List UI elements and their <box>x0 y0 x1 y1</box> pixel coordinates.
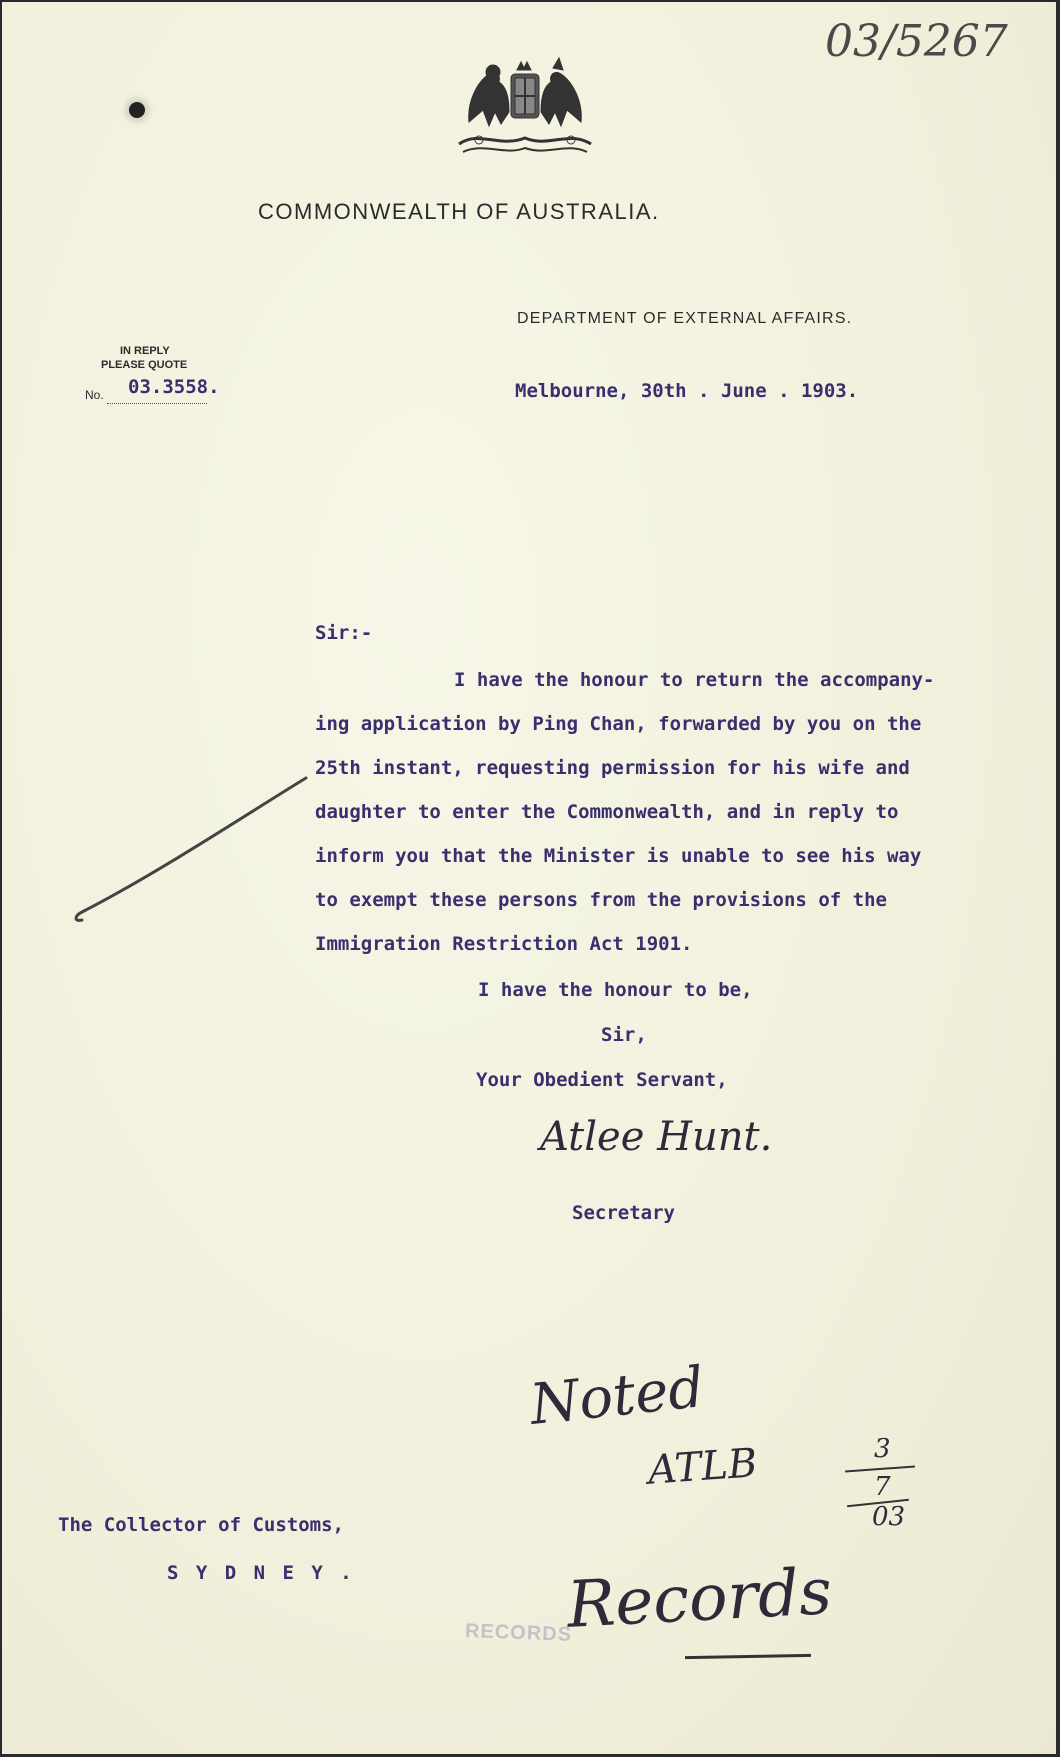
body-line: to exempt these persons from the provisions of the <box>315 889 887 911</box>
body-line: ing application by Ping Chan, forwarded by you on the <box>315 713 922 735</box>
records-underline <box>685 1654 811 1659</box>
dateline: Melbourne, 30th . June . 1903. <box>515 380 859 402</box>
file-number: 03/5267 <box>825 16 1008 67</box>
commonwealth-heading: COMMONWEALTH OF AUSTRALIA. <box>258 199 660 224</box>
body-line: 25th instant, requesting permission for his wife and <box>315 757 910 779</box>
body-line: I have the honour to return the accompany- <box>454 669 935 691</box>
no-label: No. <box>85 388 104 402</box>
please-quote-label: PLEASE QUOTE <box>101 359 188 371</box>
reference-number: 03.3558. <box>128 376 220 398</box>
addressee-line: The Collector of Customs, <box>58 1514 344 1536</box>
closing-line: I have the honour to be, <box>478 979 753 1001</box>
body-line: Immigration Restriction Act 1901. <box>315 933 693 955</box>
records-stamp: RECORDS <box>464 1620 573 1646</box>
initials-annotation: ATLB <box>646 1440 759 1494</box>
noted-annotation: Noted <box>527 1355 708 1438</box>
coat-of-arms-icon <box>449 52 599 162</box>
in-reply-label: IN REPLY <box>120 345 170 357</box>
pencil-mark-icon <box>70 772 310 932</box>
reference-underline <box>107 403 207 404</box>
body-line: inform you that the Minister is unable to see his way <box>315 845 922 867</box>
date-numerator: 3 <box>874 1434 891 1464</box>
signatory-title: Secretary <box>572 1202 675 1224</box>
addressee-city: S Y D N E Y . <box>167 1562 355 1584</box>
records-annotation: Records <box>565 1555 834 1643</box>
signature: Atlee Hunt. <box>540 1114 773 1160</box>
letter-page <box>2 2 1056 1754</box>
body-line: daughter to enter the Commonwealth, and in reply to <box>315 801 899 823</box>
salutation: Sir:- <box>315 622 373 644</box>
date-denominator: 7 <box>874 1472 891 1502</box>
date-year: 03 <box>872 1502 906 1532</box>
closing-sir: Sir, <box>601 1024 647 1046</box>
department-heading: DEPARTMENT OF EXTERNAL AFFAIRS. <box>517 310 853 327</box>
punch-hole <box>129 102 145 118</box>
closing-servant: Your Obedient Servant, <box>476 1069 728 1091</box>
